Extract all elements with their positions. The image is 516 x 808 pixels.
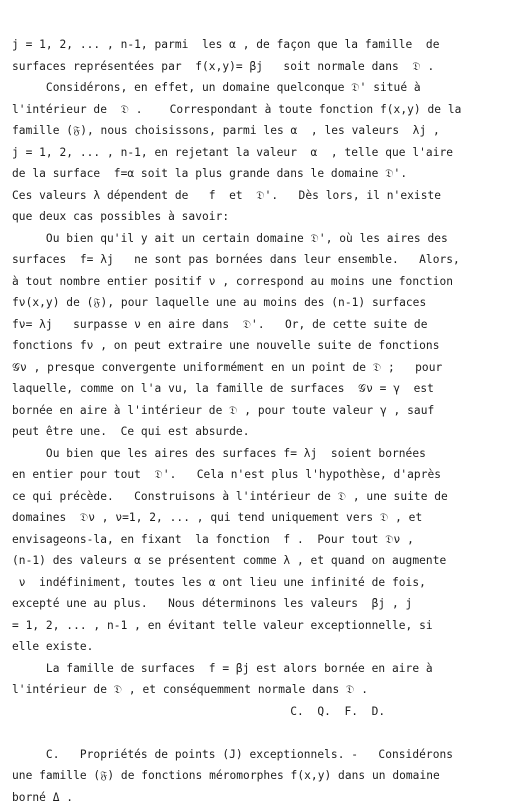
text-line: = 1, 2, ... , n-1 , en évitant telle valeur exceptionnelle, si [12,615,504,637]
qed-line: C. Q. F. D. [12,701,504,723]
text-line: (n-1) des valeurs α se présentent comme λ , et quand on augmente [12,550,504,572]
text-line: excepté une au plus. Nous déterminons les valeurs βj , j [12,593,504,615]
case-one [12,228,504,443]
text-line: borné Δ . [12,787,504,808]
text-line: envisageons-la, en fixant la fonction f . Pour tout 𝔇ν , [12,529,504,551]
text-line: une famille (𝔉) de fonctions méromorphes f(x,y) dans un domaine [12,765,504,787]
text-line: ce qui précède. Construisons à l'intérieur de 𝔇 , une suite de [12,486,504,508]
case-two [12,443,504,658]
definition-tail [12,34,504,77]
text-line: à tout nombre entier positif ν , correspond au moins une fonction [12,271,504,293]
text-line: l'intérieur de 𝔇 , et conséquemment normale dans 𝔇 . [12,679,504,701]
text-line: laquelle, comme on l'a vu, la famille de surfaces 𝒢ν = γ est [12,378,504,400]
text-line: fν(x,y) de (𝔉), pour laquelle une au moins des (n-1) surfaces [12,292,504,314]
text-line: fν= λj surpasse ν en aire dans 𝔇'. Or, de cette suite de [12,314,504,336]
text-line: en entier pour tout 𝔇'. Cela n'est plus l'hypothèse, d'après [12,464,504,486]
section-heading-line: C. Propriétés de points (J) exceptionnels. - Considérons [12,744,504,766]
text-line: Ou bien qu'il y ait un certain domaine 𝔇', où les aires des [12,228,504,250]
text-line: fonctions fν , on peut extraire une nouvelle suite de fonctions [12,335,504,357]
text-line: famille (𝔉), nous choisissons, parmi les α , les valeurs λj , [12,120,504,142]
text-line: ν indéfiniment, toutes les α ont lieu une infinité de fois, [12,572,504,594]
blank-line [12,722,504,744]
text-line: Ces valeurs λ dépendent de f et 𝔇'. Dès lors, il n'existe [12,185,504,207]
text-line: de la surface f=α soit la plus grande dans le domaine 𝔇'. [12,163,504,185]
section-c [12,744,504,808]
text-line: bornée en aire à l'intérieur de 𝔇 , pour toute valeur γ , sauf [12,400,504,422]
text-line: que deux cas possibles à savoir: [12,206,504,228]
text-line: surfaces f= λj ne sont pas bornées dans leur ensemble. Alors, [12,249,504,271]
text-line: j = 1, 2, ... , n-1, parmi les α , de façon que la famille de [12,34,504,56]
text-line: peut être une. Ce qui est absurde. [12,421,504,443]
text-line: j = 1, 2, ... , n-1, en rejetant la valeur α , telle que l'aire [12,142,504,164]
text-line: domaines 𝔇ν , ν=1, 2, ... , qui tend uniquement vers 𝔇 , et [12,507,504,529]
text-line: 𝒢ν , presque convergente uniformément en un point de 𝔇 ; pour [12,357,504,379]
text-line: elle existe. [12,636,504,658]
text-line: l'intérieur de 𝔇 . Correspondant à toute fonction f(x,y) de la [12,99,504,121]
conclusion [12,658,504,723]
text-line: La famille de surfaces f = βj est alors bornée en aire à [12,658,504,680]
text-line: Ou bien que les aires des surfaces f= λj soient bornées [12,443,504,465]
text-line: Considérons, en effet, un domaine quelconque 𝔇' situé à [12,77,504,99]
consider-domain [12,77,504,228]
text-line: surfaces représentées par f(x,y)= βj soit normale dans 𝔇 . [12,56,504,78]
